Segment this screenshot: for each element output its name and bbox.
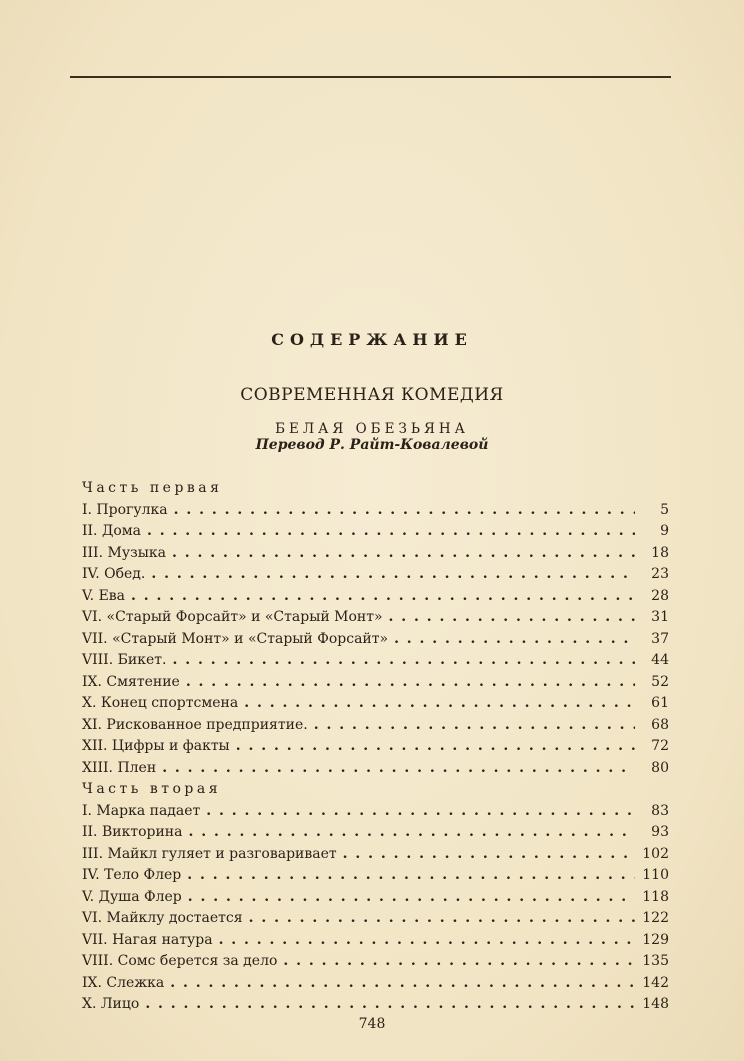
dot-leader	[249, 908, 635, 930]
chapter-title: XIII. Плен	[82, 759, 157, 776]
chapter-title: V. Душа Флер	[82, 888, 182, 905]
part-heading: Часть вторая	[82, 781, 222, 797]
dot-leader	[389, 607, 635, 629]
toc-entry	[82, 844, 669, 866]
chapter-page-number: 122	[642, 910, 669, 926]
chapter-title: I. Марка падает	[82, 802, 201, 819]
contents-heading: СОДЕРЖАНИЕ	[271, 330, 473, 349]
chapter-page-number: 129	[642, 931, 669, 948]
table-of-contents	[82, 478, 669, 1016]
chapter-page-number: 148	[642, 996, 669, 1012]
chapter-page-number: 61	[651, 695, 669, 711]
chapter-page-number: 9	[660, 523, 669, 539]
bleed-through-texture	[60, 84, 690, 274]
page-number: 748	[358, 1016, 386, 1032]
chapter-page-number: 72	[651, 738, 669, 754]
chapter-page-number: 68	[651, 716, 669, 733]
chapter-title: X. Конец спортсмена	[82, 695, 239, 711]
toc-entry	[82, 521, 669, 543]
toc-entry	[82, 758, 669, 780]
part-heading: Часть первая	[82, 480, 223, 496]
dot-leader	[187, 865, 635, 887]
chapter-page-number: 135	[642, 953, 669, 969]
dot-leader	[174, 500, 635, 522]
chapter-page-number: 102	[642, 845, 669, 862]
toc-entry	[82, 822, 669, 844]
chapter-page-number: 44	[651, 652, 669, 668]
chapter-title: XII. Цифры и факты	[82, 738, 230, 754]
chapter-page-number: 93	[651, 824, 669, 840]
dot-leader	[186, 672, 635, 694]
chapter-page-number: 142	[642, 974, 669, 991]
chapter-title: VIII. Сомс берется за дело	[82, 953, 278, 969]
toc-entry	[82, 801, 669, 823]
chapter-title: III. Майкл гуляет и разговаривает	[82, 845, 337, 862]
toc-entry	[82, 564, 669, 586]
toc-entry	[82, 586, 669, 608]
chapter-title: VIII. Бикет.	[82, 652, 167, 668]
dot-leader	[151, 564, 635, 586]
toc-entry	[82, 607, 669, 629]
toc-entry	[82, 629, 669, 651]
dot-leader	[236, 736, 635, 758]
chapter-page-number: 80	[651, 759, 669, 776]
book-title: БЕЛАЯ ОБЕЗЬЯНА	[275, 421, 469, 437]
toc-entry	[82, 543, 669, 565]
dot-leader	[343, 844, 635, 866]
dot-leader	[170, 973, 635, 995]
dot-leader	[188, 887, 635, 909]
chapter-title: VI. Майклу достается	[82, 910, 243, 926]
toc-entry	[82, 672, 669, 694]
chapter-title: IV. Тело Флер	[82, 867, 182, 883]
chapter-page-number: 28	[651, 587, 669, 604]
toc-entry	[82, 500, 669, 522]
dot-leader	[188, 822, 635, 844]
chapter-title: X. Лицо	[82, 996, 140, 1012]
dot-leader	[162, 758, 635, 780]
chapter-title: IV. Обед.	[82, 566, 146, 582]
toc-entry	[82, 973, 669, 995]
dot-leader	[147, 521, 635, 543]
chapter-page-number: 37	[651, 630, 669, 647]
chapter-title: IX. Смятение	[82, 673, 180, 690]
dot-leader	[131, 586, 635, 608]
dot-leader	[172, 650, 635, 672]
work-title: СОВРЕМЕННАЯ КОМЕДИЯ	[240, 385, 504, 405]
toc-entry	[82, 715, 669, 737]
dot-leader	[172, 543, 635, 565]
chapter-page-number: 23	[651, 566, 669, 582]
chapter-title: II. Викторина	[82, 824, 183, 840]
dot-leader	[314, 715, 635, 737]
chapter-title: VI. «Старый Форсайт» и «Старый Монт»	[82, 609, 383, 625]
dot-leader	[244, 693, 635, 715]
toc-entry	[82, 930, 669, 952]
chapter-title: XI. Рискованное предприятие.	[82, 716, 308, 733]
translator-credit: Перевод Р. Райт-Ковалевой	[255, 437, 489, 453]
toc-entry	[82, 650, 669, 672]
toc-entry	[82, 951, 669, 973]
toc-entry	[82, 693, 669, 715]
chapter-title: III. Музыка	[82, 544, 166, 561]
chapter-title: V. Ева	[82, 587, 126, 604]
chapter-page-number: 83	[651, 802, 669, 819]
chapter-title: I. Прогулка	[82, 501, 168, 518]
top-rule	[70, 76, 671, 78]
dot-leader	[145, 994, 635, 1016]
chapter-title: VII. Нагая натура	[82, 931, 213, 948]
toc-entry	[82, 908, 669, 930]
chapter-page-number: 110	[642, 867, 669, 883]
dot-leader	[394, 629, 635, 651]
chapter-page-number: 18	[651, 544, 669, 561]
chapter-title: II. Дома	[82, 523, 142, 539]
dot-leader	[219, 930, 635, 952]
chapter-title: IX. Слежка	[82, 974, 165, 991]
toc-entry	[82, 887, 669, 909]
chapter-page-number: 5	[660, 501, 669, 518]
chapter-title: VII. «Старый Монт» и «Старый Форсайт»	[82, 630, 389, 647]
chapter-page-number: 52	[651, 673, 669, 690]
toc-entry	[82, 865, 669, 887]
dot-leader	[283, 951, 635, 973]
toc-entry	[82, 994, 669, 1016]
chapter-page-number: 118	[642, 888, 669, 905]
dot-leader	[206, 801, 635, 823]
toc-entry	[82, 736, 669, 758]
chapter-page-number: 31	[651, 609, 669, 625]
